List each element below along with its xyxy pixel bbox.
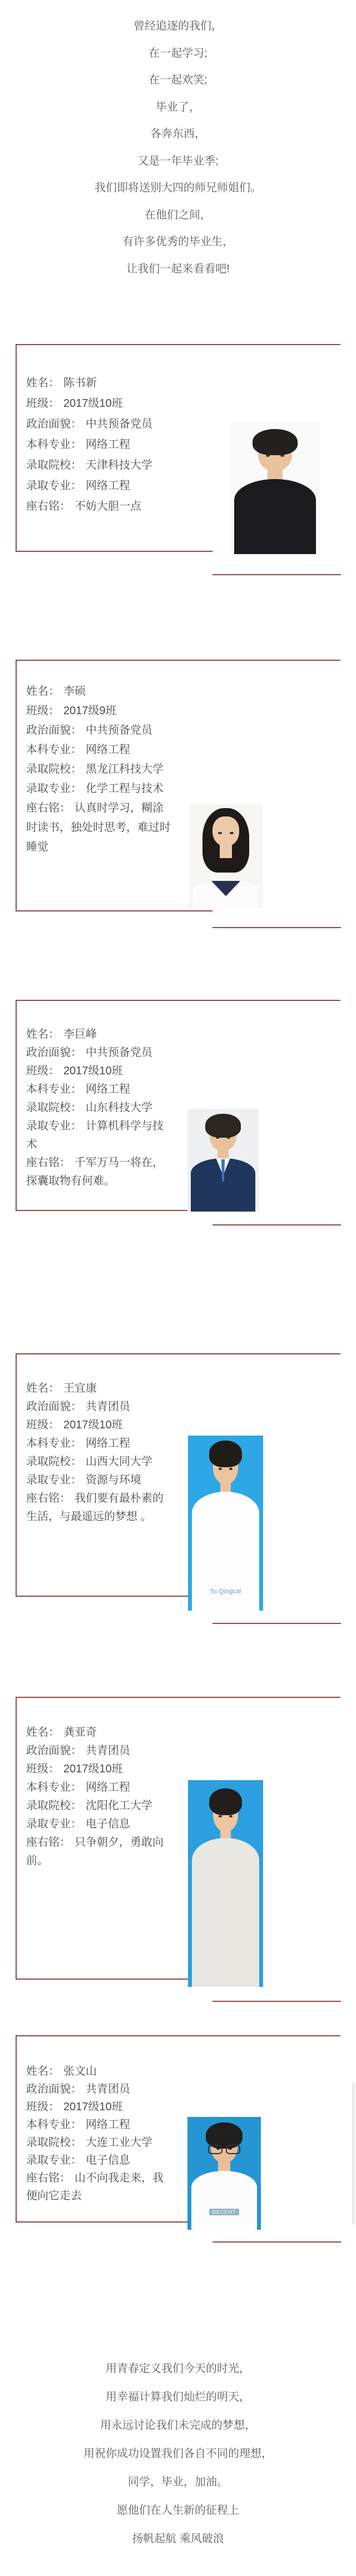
field-name (26, 682, 174, 701)
field-value: 李巨峰 (63, 1028, 97, 1040)
field-value: 李硕 (63, 685, 86, 697)
field-value: 认真时学习，糊涂时读书，独处时思考，难过时睡觉 (26, 802, 171, 853)
field-motto (26, 2169, 174, 2205)
student-info-list (17, 1698, 174, 1870)
field-admitted-school (26, 760, 174, 779)
field-label: 录取院校： (26, 1456, 82, 1468)
card-offset-line (212, 1623, 341, 1624)
field-value: 网络工程 (86, 480, 130, 492)
student-photo (189, 804, 263, 908)
field-name (26, 1025, 174, 1044)
field-label: 录取专业： (26, 1474, 82, 1486)
field-admitted-major (26, 1815, 174, 1833)
field-class (26, 393, 174, 414)
outro-line: 愿他们在人生新的征程上 (117, 2504, 239, 2517)
field-value: 2017级10班 (63, 2101, 123, 2113)
intro-line: 有许多优秀的毕业生， (122, 236, 234, 248)
field-label: 本科专业： (26, 1437, 82, 1449)
field-value: 陈书新 (63, 377, 97, 389)
student-photo (230, 422, 320, 554)
field-label: 姓名： (26, 1028, 60, 1040)
field-admitted-major (26, 1471, 174, 1489)
field-label: 班级： (26, 1763, 60, 1775)
field-political-status (26, 414, 174, 435)
field-name (26, 2062, 174, 2080)
field-value: 山西大同大学 (86, 1456, 152, 1468)
outro-line: 用青春定义我们今天的时光， (106, 2363, 250, 2375)
field-value: 只争朝夕，勇敢向前。 (26, 1836, 164, 1867)
field-value: 张文山 (63, 2065, 97, 2077)
field-label: 本科专业： (26, 744, 82, 756)
field-label: 姓名： (26, 1382, 60, 1394)
field-motto (26, 799, 174, 857)
card-offset-line (212, 2241, 341, 2243)
field-label: 班级： (26, 2101, 60, 2113)
intro-line: 在一起欢笑; (149, 74, 207, 86)
card-bottom-border (16, 1210, 212, 1211)
field-admitted-major (26, 2151, 174, 2169)
shirt-print-text: To Qingcai (209, 1586, 242, 1596)
student-card-wangyikang (16, 1353, 340, 1597)
field-value: 大连工业大学 (86, 2136, 152, 2149)
card-offset-line (212, 574, 341, 575)
intro-line: 在一起学习; (149, 47, 207, 59)
intro-line: 又是一年毕业季; (137, 155, 219, 167)
field-value: 山东科技大学 (86, 1102, 152, 1114)
field-value: 2017级10班 (63, 1763, 123, 1775)
card-offset-line (212, 1224, 341, 1225)
portrait-hair (209, 1788, 242, 1815)
student-photo (187, 2117, 261, 2230)
field-motto (26, 1833, 174, 1870)
field-value: 沈阳化工大学 (86, 1800, 152, 1812)
field-label: 班级： (26, 1065, 60, 1077)
field-label: 政治面貌： (26, 2083, 82, 2095)
field-label: 座右铭： (26, 500, 71, 512)
field-name (26, 1379, 174, 1398)
glasses-icon (208, 2145, 240, 2154)
field-label: 座右铭： (26, 1157, 71, 1169)
student-info-list (17, 2036, 174, 2205)
field-label: 录取专业： (26, 1120, 82, 1132)
student-info-list (17, 1354, 174, 1526)
scrollbar-thumb[interactable] (352, 2082, 355, 2225)
field-value: 龚亚奇 (63, 1726, 97, 1738)
field-admitted-school (26, 1797, 174, 1815)
field-label: 座右铭： (26, 1492, 71, 1504)
field-class (26, 701, 174, 721)
field-political-status (26, 721, 174, 740)
field-undergrad-major (26, 1080, 174, 1099)
field-label: 录取院校： (26, 1800, 82, 1812)
field-label: 姓名： (26, 1726, 60, 1738)
field-value: 网络工程 (86, 1437, 130, 1449)
field-label: 政治面貌： (26, 418, 82, 430)
student-card-zhangwenshan (16, 2035, 340, 2223)
field-value: 共青团员 (86, 2083, 130, 2095)
field-label: 政治面貌： (26, 1401, 82, 1413)
intro-line: 各奔东西， (150, 128, 206, 140)
field-label: 班级： (26, 705, 60, 717)
field-value: 网络工程 (86, 2119, 130, 2131)
portrait-shirt (192, 1838, 260, 1987)
field-label: 座右铭： (26, 1836, 71, 1848)
field-admitted-school (26, 455, 174, 476)
field-value: 共青团员 (86, 1745, 130, 1757)
field-label: 本科专业： (26, 1781, 82, 1793)
outro-line: 扬帆起航 乘风破浪 (132, 2533, 224, 2545)
field-admitted-school (26, 1453, 174, 1471)
intro-line: 让我们一起来看看吧! (126, 262, 230, 275)
field-value: 共青团员 (86, 1401, 130, 1413)
student-photo (187, 1109, 259, 1212)
field-motto (26, 496, 174, 517)
portrait-face (212, 816, 240, 846)
field-class (26, 1416, 174, 1434)
field-value: 网络工程 (86, 1083, 130, 1095)
field-value: 2017级10班 (63, 1419, 123, 1431)
intro-poem (0, 13, 356, 282)
field-admitted-major (26, 476, 174, 496)
intro-line: 我们即将送别大四的师兄师姐们。 (95, 182, 261, 194)
student-card-gongyaqi (16, 1697, 340, 1980)
field-political-status (26, 1044, 174, 1062)
field-class (26, 1760, 174, 1778)
student-photo (188, 1780, 263, 1987)
field-motto (26, 1489, 174, 1526)
intro-line: 毕业了， (156, 101, 200, 113)
field-label: 姓名： (26, 2065, 60, 2077)
student-card-lijufeng (16, 1000, 340, 1211)
field-value: 电子信息 (86, 2154, 130, 2166)
portrait-hair (205, 1114, 241, 1138)
portrait-shirt (234, 479, 316, 554)
field-undergrad-major (26, 1778, 174, 1797)
card-bottom-border (16, 910, 212, 911)
field-value: 黑龙江科技大学 (86, 763, 164, 775)
field-label: 座右铭： (26, 2172, 71, 2184)
student-card-chenshuxin (16, 344, 340, 552)
outro-line: 同学，毕业，加油。 (128, 2476, 228, 2488)
field-label: 政治面貌： (26, 1047, 82, 1059)
field-admitted-major (26, 1117, 174, 1154)
field-label: 姓名： (26, 377, 60, 389)
field-label: 本科专业： (26, 2119, 82, 2131)
field-label: 本科专业： (26, 1083, 82, 1095)
card-bottom-border (16, 1979, 212, 1980)
field-label: 录取院校： (26, 1102, 82, 1114)
field-undergrad-major (26, 740, 174, 760)
field-admitted-school (26, 2134, 174, 2151)
field-label: 座右铭： (26, 802, 71, 814)
student-photo (188, 1436, 263, 1611)
field-value: 资源与环境 (86, 1474, 141, 1486)
field-label: 班级： (26, 1419, 60, 1431)
portrait-shirt (191, 2171, 258, 2230)
field-value: 网络工程 (86, 439, 130, 451)
student-info-list (17, 345, 174, 517)
field-label: 录取专业： (26, 1818, 82, 1830)
field-value: 千军万马一将在，探囊取物有何难。 (26, 1157, 164, 1187)
field-value: 不妨大胆一点 (75, 500, 141, 512)
intro-line: 曾经追逐的我们， (134, 20, 222, 32)
field-value: 王宜康 (63, 1382, 97, 1394)
card-bottom-border (16, 551, 212, 552)
field-value: 中共预备党员 (86, 418, 152, 430)
field-name (26, 1723, 174, 1742)
portrait-hair (209, 1441, 242, 1467)
field-value: 网络工程 (86, 1781, 130, 1793)
intro-line: 在他们之间， (145, 208, 211, 221)
field-value: 化学工程与技术 (86, 783, 164, 795)
card-bottom-border (16, 2221, 212, 2223)
field-label: 政治面貌： (26, 1745, 82, 1757)
field-value: 2017级10班 (63, 1065, 123, 1077)
field-label: 本科专业： (26, 439, 82, 451)
field-label: 政治面貌： (26, 724, 82, 736)
field-label: 录取院校： (26, 2136, 82, 2149)
field-label: 录取专业： (26, 783, 82, 795)
field-motto (26, 1154, 174, 1190)
outro-line: 用幸福计算我们灿烂的明天， (106, 2391, 250, 2403)
student-info-list (17, 661, 174, 857)
field-admitted-major (26, 779, 174, 799)
card-offset-line (212, 2001, 341, 2002)
field-label: 录取院校： (26, 459, 82, 471)
shirt-print-text (187, 2208, 261, 2215)
outro-poem (0, 2355, 356, 2553)
field-undergrad-major (26, 2116, 174, 2134)
field-class (26, 1062, 174, 1080)
student-card-lishuo (16, 660, 340, 911)
field-political-status (26, 1742, 174, 1760)
field-admitted-school (26, 1099, 174, 1117)
shirt-print-chip: DECENT (209, 2209, 239, 2215)
field-political-status (26, 2080, 174, 2098)
field-value: 中共预备党员 (86, 724, 152, 736)
field-label: 班级： (26, 397, 60, 410)
card-offset-line (212, 927, 341, 928)
field-value: 中共预备党员 (86, 1047, 152, 1059)
field-label: 录取专业： (26, 2154, 82, 2166)
field-undergrad-major (26, 435, 174, 455)
field-value: 天津科技大学 (86, 459, 152, 471)
field-value: 网络工程 (86, 744, 130, 756)
field-class (26, 2098, 174, 2116)
field-value: 山不向我走来，我便向它走去 (26, 2172, 164, 2202)
field-undergrad-major (26, 1434, 174, 1453)
field-value: 2017级9班 (63, 705, 117, 717)
field-value: 电子信息 (86, 1818, 130, 1830)
field-value: 计算机科学与技术 (26, 1120, 164, 1150)
outro-line: 用祝你成功设置我们各自不同的理想， (83, 2448, 273, 2460)
field-political-status (26, 1398, 174, 1416)
student-info-list (17, 1001, 174, 1190)
field-label: 录取院校： (26, 763, 82, 775)
card-bottom-border (16, 1596, 212, 1597)
field-label: 姓名： (26, 685, 60, 697)
field-value: 2017级10班 (63, 397, 123, 410)
field-label: 录取专业： (26, 480, 82, 492)
field-value: 我们要有最朴素的生活，与最遥远的梦想 。 (26, 1492, 164, 1523)
portrait-hair (253, 429, 298, 455)
field-name (26, 373, 174, 393)
outro-line: 用永远讨论我们未完成的梦想， (100, 2419, 256, 2431)
